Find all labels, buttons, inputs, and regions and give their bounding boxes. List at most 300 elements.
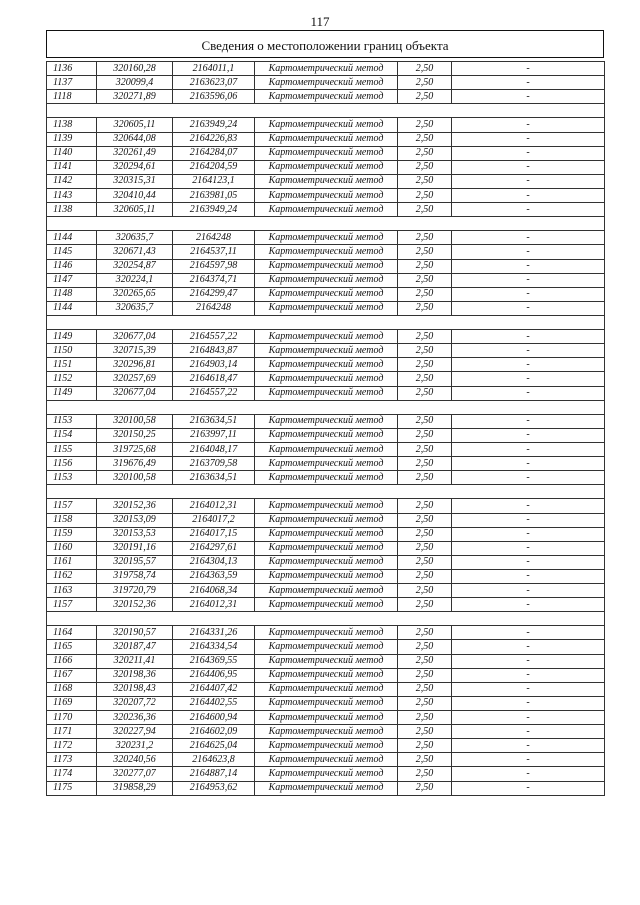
description-cell: - — [452, 682, 605, 696]
point-number: 1174 — [47, 767, 97, 781]
description-cell: - — [452, 499, 605, 513]
coord-x: 320677,04 — [97, 330, 173, 344]
description-cell: - — [452, 442, 605, 456]
description-cell: - — [452, 372, 605, 386]
description-cell: - — [452, 555, 605, 569]
separator-cell — [47, 104, 605, 118]
point-number: 1137 — [47, 76, 97, 90]
point-number: 1149 — [47, 386, 97, 400]
coord-y: 2164226,83 — [173, 132, 255, 146]
method-cell: Картометрический метод — [255, 146, 398, 160]
accuracy-cell: 2,50 — [398, 499, 452, 513]
description-cell: - — [452, 668, 605, 682]
coord-x: 320187,47 — [97, 640, 173, 654]
point-number: 1150 — [47, 344, 97, 358]
table-row — [47, 146, 605, 160]
method-cell: Картометрический метод — [255, 626, 398, 640]
method-cell: Картометрический метод — [255, 654, 398, 668]
accuracy-cell: 2,50 — [398, 696, 452, 710]
coord-x: 320294,61 — [97, 160, 173, 174]
coord-x: 319758,74 — [97, 569, 173, 583]
description-cell: - — [452, 188, 605, 202]
table-row — [47, 668, 605, 682]
method-cell: Картометрический метод — [255, 62, 398, 76]
method-cell: Картометрический метод — [255, 541, 398, 555]
coord-x: 320152,36 — [97, 499, 173, 513]
table-row — [47, 626, 605, 640]
description-cell: - — [452, 541, 605, 555]
accuracy-cell: 2,50 — [398, 640, 452, 654]
coord-y: 2164557,22 — [173, 386, 255, 400]
accuracy-cell: 2,50 — [398, 301, 452, 315]
coord-y: 2164299,47 — [173, 287, 255, 301]
description-cell: - — [452, 781, 605, 795]
point-number: 1138 — [47, 203, 97, 217]
method-cell: Картометрический метод — [255, 781, 398, 795]
point-number: 1168 — [47, 682, 97, 696]
coord-y: 2164623,8 — [173, 753, 255, 767]
method-cell: Картометрический метод — [255, 696, 398, 710]
coord-x: 320100,58 — [97, 414, 173, 428]
description-cell: - — [452, 569, 605, 583]
point-number: 1142 — [47, 174, 97, 188]
accuracy-cell: 2,50 — [398, 90, 452, 104]
table-row — [47, 118, 605, 132]
table-row — [47, 245, 605, 259]
separator-cell — [47, 612, 605, 626]
accuracy-cell: 2,50 — [398, 682, 452, 696]
method-cell: Картометрический метод — [255, 711, 398, 725]
table-row — [47, 541, 605, 555]
accuracy-cell: 2,50 — [398, 76, 452, 90]
coord-x: 320231,2 — [97, 739, 173, 753]
coord-y: 2164374,71 — [173, 273, 255, 287]
coord-x: 320198,36 — [97, 668, 173, 682]
coord-y: 2163997,11 — [173, 428, 255, 442]
coord-x: 320190,57 — [97, 626, 173, 640]
method-cell: Картометрический метод — [255, 457, 398, 471]
separator-cell — [47, 400, 605, 414]
method-cell: Картометрический метод — [255, 203, 398, 217]
table-row — [47, 457, 605, 471]
point-number: 1138 — [47, 118, 97, 132]
coord-x: 320191,16 — [97, 541, 173, 555]
description-cell: - — [452, 146, 605, 160]
page-number: 117 — [310, 14, 330, 29]
accuracy-cell: 2,50 — [398, 118, 452, 132]
description-cell: - — [452, 330, 605, 344]
accuracy-cell: 2,50 — [398, 711, 452, 725]
method-cell: Картометрический метод — [255, 386, 398, 400]
coord-y: 2164557,22 — [173, 330, 255, 344]
coord-y: 2164953,62 — [173, 781, 255, 795]
coord-x: 320224,1 — [97, 273, 173, 287]
method-cell: Картометрический метод — [255, 259, 398, 273]
coord-y: 2164843,87 — [173, 344, 255, 358]
description-cell: - — [452, 231, 605, 245]
accuracy-cell: 2,50 — [398, 146, 452, 160]
point-number: 1165 — [47, 640, 97, 654]
point-number: 1144 — [47, 231, 97, 245]
method-cell: Картометрический метод — [255, 527, 398, 541]
point-number: 1149 — [47, 330, 97, 344]
accuracy-cell: 2,50 — [398, 414, 452, 428]
method-cell: Картометрический метод — [255, 344, 398, 358]
description-cell: - — [452, 160, 605, 174]
table-row — [47, 767, 605, 781]
section-title: Сведения о местоположении границ объекта — [46, 30, 604, 58]
coord-x: 320150,25 — [97, 428, 173, 442]
point-number: 1161 — [47, 555, 97, 569]
accuracy-cell: 2,50 — [398, 739, 452, 753]
accuracy-cell: 2,50 — [398, 203, 452, 217]
method-cell: Картометрический метод — [255, 569, 398, 583]
point-number: 1144 — [47, 301, 97, 315]
coord-y: 2164068,34 — [173, 584, 255, 598]
accuracy-cell: 2,50 — [398, 344, 452, 358]
point-number: 1157 — [47, 598, 97, 612]
description-cell: - — [452, 640, 605, 654]
accuracy-cell: 2,50 — [398, 753, 452, 767]
coord-x: 320099,4 — [97, 76, 173, 90]
coord-x: 320160,28 — [97, 62, 173, 76]
accuracy-cell: 2,50 — [398, 174, 452, 188]
point-number: 1173 — [47, 753, 97, 767]
coord-y: 2164017,15 — [173, 527, 255, 541]
coord-x: 319858,29 — [97, 781, 173, 795]
accuracy-cell: 2,50 — [398, 555, 452, 569]
point-number: 1157 — [47, 499, 97, 513]
coord-x: 320635,7 — [97, 231, 173, 245]
point-number: 1164 — [47, 626, 97, 640]
point-number: 1148 — [47, 287, 97, 301]
table-row — [47, 711, 605, 725]
method-cell: Картометрический метод — [255, 584, 398, 598]
accuracy-cell: 2,50 — [398, 132, 452, 146]
coord-y: 2164123,1 — [173, 174, 255, 188]
accuracy-cell: 2,50 — [398, 287, 452, 301]
description-cell: - — [452, 259, 605, 273]
method-cell: Картометрический метод — [255, 668, 398, 682]
description-cell: - — [452, 118, 605, 132]
coord-x: 320153,09 — [97, 513, 173, 527]
coord-x: 320277,07 — [97, 767, 173, 781]
coord-x: 320605,11 — [97, 203, 173, 217]
method-cell: Картометрический метод — [255, 725, 398, 739]
table-row — [47, 188, 605, 202]
accuracy-cell: 2,50 — [398, 442, 452, 456]
table-row — [47, 132, 605, 146]
coord-y: 2164012,31 — [173, 499, 255, 513]
method-cell: Картометрический метод — [255, 428, 398, 442]
coord-y: 2163623,07 — [173, 76, 255, 90]
table-row — [47, 471, 605, 485]
accuracy-cell: 2,50 — [398, 259, 452, 273]
method-cell: Картометрический метод — [255, 160, 398, 174]
table-row — [47, 174, 605, 188]
point-number: 1118 — [47, 90, 97, 104]
method-cell: Картометрический метод — [255, 682, 398, 696]
table-row — [47, 259, 605, 273]
accuracy-cell: 2,50 — [398, 654, 452, 668]
description-cell: - — [452, 457, 605, 471]
accuracy-cell: 2,50 — [398, 160, 452, 174]
coord-x: 320265,65 — [97, 287, 173, 301]
description-cell: - — [452, 245, 605, 259]
coord-x: 320198,43 — [97, 682, 173, 696]
table-row — [47, 273, 605, 287]
description-cell: - — [452, 386, 605, 400]
group-separator — [47, 485, 605, 499]
table-row — [47, 682, 605, 696]
point-number: 1162 — [47, 569, 97, 583]
accuracy-cell: 2,50 — [398, 725, 452, 739]
accuracy-cell: 2,50 — [398, 188, 452, 202]
table-row — [47, 640, 605, 654]
description-cell: - — [452, 696, 605, 710]
coord-y: 2164597,98 — [173, 259, 255, 273]
coord-x: 320605,11 — [97, 118, 173, 132]
description-cell: - — [452, 174, 605, 188]
coord-y: 2164406,95 — [173, 668, 255, 682]
description-cell: - — [452, 203, 605, 217]
coord-y: 2164248 — [173, 301, 255, 315]
coord-x: 320207,72 — [97, 696, 173, 710]
point-number: 1169 — [47, 696, 97, 710]
description-cell: - — [452, 584, 605, 598]
description-cell: - — [452, 725, 605, 739]
table-row — [47, 654, 605, 668]
accuracy-cell: 2,50 — [398, 231, 452, 245]
coord-y: 2163709,58 — [173, 457, 255, 471]
accuracy-cell: 2,50 — [398, 62, 452, 76]
point-number: 1154 — [47, 428, 97, 442]
coord-x: 320240,56 — [97, 753, 173, 767]
accuracy-cell: 2,50 — [398, 626, 452, 640]
coord-x: 320271,89 — [97, 90, 173, 104]
accuracy-cell: 2,50 — [398, 541, 452, 555]
table-row — [47, 513, 605, 527]
accuracy-cell: 2,50 — [398, 569, 452, 583]
group-separator — [47, 217, 605, 231]
table-row — [47, 90, 605, 104]
coord-y: 2164248 — [173, 231, 255, 245]
coord-y: 2163596,06 — [173, 90, 255, 104]
coord-y: 2164625,04 — [173, 739, 255, 753]
description-cell: - — [452, 287, 605, 301]
point-number: 1140 — [47, 146, 97, 160]
separator-cell — [47, 315, 605, 329]
table-row — [47, 442, 605, 456]
coord-y: 2164204,59 — [173, 160, 255, 174]
coord-y: 2164297,61 — [173, 541, 255, 555]
coord-y: 2163981,05 — [173, 188, 255, 202]
point-number: 1175 — [47, 781, 97, 795]
method-cell: Картометрический метод — [255, 273, 398, 287]
coord-y: 2164048,17 — [173, 442, 255, 456]
description-cell: - — [452, 428, 605, 442]
table-row — [47, 203, 605, 217]
point-number: 1143 — [47, 188, 97, 202]
accuracy-cell: 2,50 — [398, 330, 452, 344]
point-number: 1152 — [47, 372, 97, 386]
coord-y: 2163949,24 — [173, 203, 255, 217]
coord-y: 2164903,14 — [173, 358, 255, 372]
accuracy-cell: 2,50 — [398, 428, 452, 442]
method-cell: Картометрический метод — [255, 513, 398, 527]
method-cell: Картометрический метод — [255, 358, 398, 372]
method-cell: Картометрический метод — [255, 301, 398, 315]
description-cell: - — [452, 132, 605, 146]
point-number: 1160 — [47, 541, 97, 555]
description-cell: - — [452, 344, 605, 358]
accuracy-cell: 2,50 — [398, 584, 452, 598]
description-cell: - — [452, 626, 605, 640]
accuracy-cell: 2,50 — [398, 471, 452, 485]
description-cell: - — [452, 414, 605, 428]
coord-x: 320315,31 — [97, 174, 173, 188]
description-cell: - — [452, 90, 605, 104]
coord-y: 2164331,26 — [173, 626, 255, 640]
table-row — [47, 386, 605, 400]
coord-x: 319720,79 — [97, 584, 173, 598]
accuracy-cell: 2,50 — [398, 598, 452, 612]
coord-y: 2163634,51 — [173, 471, 255, 485]
point-number: 1139 — [47, 132, 97, 146]
separator-cell — [47, 485, 605, 499]
coord-x: 320410,44 — [97, 188, 173, 202]
table-row — [47, 62, 605, 76]
coord-x: 320635,7 — [97, 301, 173, 315]
method-cell: Картометрический метод — [255, 640, 398, 654]
method-cell: Картометрический метод — [255, 245, 398, 259]
table-row — [47, 753, 605, 767]
method-cell: Картометрический метод — [255, 231, 398, 245]
table-row — [47, 739, 605, 753]
coord-y: 2164537,11 — [173, 245, 255, 259]
point-number: 1146 — [47, 259, 97, 273]
accuracy-cell: 2,50 — [398, 372, 452, 386]
point-number: 1167 — [47, 668, 97, 682]
table-row — [47, 287, 605, 301]
description-cell: - — [452, 753, 605, 767]
table-row — [47, 555, 605, 569]
description-cell: - — [452, 76, 605, 90]
coord-y: 2163949,24 — [173, 118, 255, 132]
coord-y: 2164334,54 — [173, 640, 255, 654]
coord-y: 2164369,55 — [173, 654, 255, 668]
coord-y: 2164407,42 — [173, 682, 255, 696]
point-number: 1147 — [47, 273, 97, 287]
coord-y: 2164284,07 — [173, 146, 255, 160]
coord-x: 320296,81 — [97, 358, 173, 372]
coord-x: 320677,04 — [97, 386, 173, 400]
table-row — [47, 160, 605, 174]
method-cell: Картометрический метод — [255, 90, 398, 104]
description-cell: - — [452, 598, 605, 612]
point-number: 1155 — [47, 442, 97, 456]
group-separator — [47, 612, 605, 626]
table-row — [47, 499, 605, 513]
description-cell: - — [452, 739, 605, 753]
method-cell: Картометрический метод — [255, 414, 398, 428]
point-number: 1158 — [47, 513, 97, 527]
accuracy-cell: 2,50 — [398, 358, 452, 372]
coord-y: 2164887,14 — [173, 767, 255, 781]
coord-x: 320153,53 — [97, 527, 173, 541]
table-row — [47, 344, 605, 358]
method-cell: Картометрический метод — [255, 767, 398, 781]
accuracy-cell: 2,50 — [398, 245, 452, 259]
method-cell: Картометрический метод — [255, 174, 398, 188]
table-row — [47, 428, 605, 442]
accuracy-cell: 2,50 — [398, 273, 452, 287]
table-row — [47, 231, 605, 245]
method-cell: Картометрический метод — [255, 598, 398, 612]
description-cell: - — [452, 358, 605, 372]
description-cell: - — [452, 471, 605, 485]
table-row — [47, 301, 605, 315]
method-cell: Картометрический метод — [255, 132, 398, 146]
table-row — [47, 584, 605, 598]
point-number: 1163 — [47, 584, 97, 598]
description-cell: - — [452, 654, 605, 668]
method-cell: Картометрический метод — [255, 555, 398, 569]
coord-x: 320261,49 — [97, 146, 173, 160]
coord-y: 2163634,51 — [173, 414, 255, 428]
coord-y: 2164600,94 — [173, 711, 255, 725]
table-row — [47, 527, 605, 541]
group-separator — [47, 315, 605, 329]
coord-y: 2164602,09 — [173, 725, 255, 739]
method-cell: Картометрический метод — [255, 287, 398, 301]
point-number: 1156 — [47, 457, 97, 471]
coordinates-table — [46, 61, 605, 796]
point-number: 1171 — [47, 725, 97, 739]
method-cell: Картометрический метод — [255, 118, 398, 132]
point-number: 1159 — [47, 527, 97, 541]
coord-y: 2164618,47 — [173, 372, 255, 386]
point-number: 1166 — [47, 654, 97, 668]
coord-y: 2164402,55 — [173, 696, 255, 710]
table-row — [47, 598, 605, 612]
accuracy-cell: 2,50 — [398, 457, 452, 471]
table-row — [47, 725, 605, 739]
method-cell: Картометрический метод — [255, 372, 398, 386]
coord-x: 320644,08 — [97, 132, 173, 146]
point-number: 1136 — [47, 62, 97, 76]
description-cell: - — [452, 513, 605, 527]
description-cell: - — [452, 273, 605, 287]
coord-x: 320671,43 — [97, 245, 173, 259]
point-number: 1172 — [47, 739, 97, 753]
method-cell: Картометрический метод — [255, 76, 398, 90]
table-row — [47, 358, 605, 372]
coord-x: 319676,49 — [97, 457, 173, 471]
coord-x: 320254,87 — [97, 259, 173, 273]
separator-cell — [47, 217, 605, 231]
coord-x: 320257,69 — [97, 372, 173, 386]
method-cell: Картометрический метод — [255, 753, 398, 767]
group-separator — [47, 400, 605, 414]
coord-y: 2164304,13 — [173, 555, 255, 569]
point-number: 1153 — [47, 471, 97, 485]
point-number: 1151 — [47, 358, 97, 372]
coord-y: 2164012,31 — [173, 598, 255, 612]
table-row — [47, 372, 605, 386]
coord-x: 320195,57 — [97, 555, 173, 569]
accuracy-cell: 2,50 — [398, 781, 452, 795]
